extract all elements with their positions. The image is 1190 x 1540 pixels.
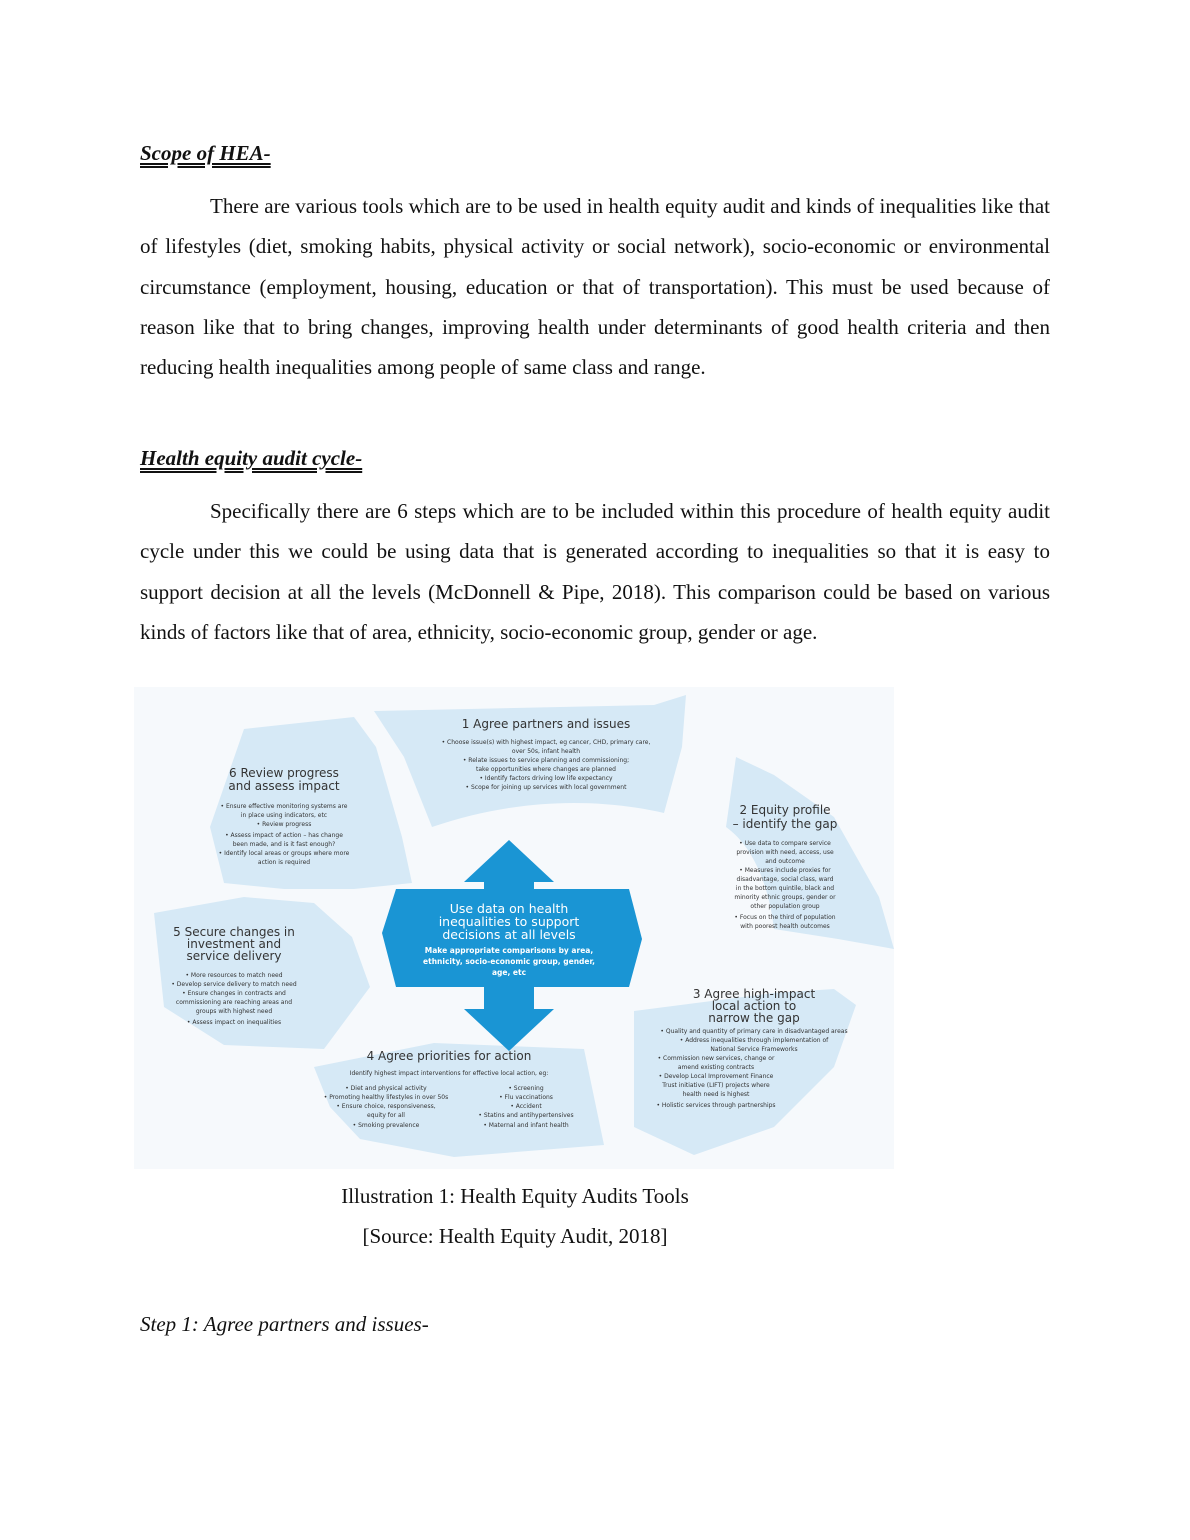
step-6-line: • Identify local areas or groups where more (218, 850, 350, 857)
step-5-line: • More resources to match need (185, 972, 283, 979)
center-sub-line: age, etc (491, 968, 527, 977)
figure-caption: Illustration 1: Health Equity Audits Tools (341, 1184, 689, 1208)
figure-source: [Source: Health Equity Audit, 2018] (362, 1224, 668, 1248)
step-6-title-line: and assess impact (228, 779, 340, 793)
step-5-line: commissioning are reaching areas and (175, 999, 293, 1006)
step-2-line: minority ethnic groups, gender or (734, 894, 836, 901)
step-1-heading: Step 1: Agree partners and issues- (140, 1312, 429, 1336)
step-4-right-line: • Flu vaccinations (499, 1094, 553, 1101)
step-2-line: • Focus on the third of population (734, 914, 836, 921)
center-title (439, 901, 580, 942)
step-6-line: • Review progress (256, 821, 312, 828)
center-sub-line: ethnicity, socio-economic group, gender, (423, 957, 595, 966)
step-3-line: health need is highest (682, 1091, 750, 1098)
cycle-paragraph: Specifically there are 6 steps which are to be included within this procedure of health equity audit cycle under this we could be using data that is generated according to inequalities so that it is easy to support decision at all the levels (McDonnell & Pipe, 2018). This comparison could be based on various kinds of factors like that of area, ethnicity, socio-economic group, gender or age. (140, 499, 1050, 644)
step-1-line: • Relate issues to service planning and commissioning; (462, 757, 630, 764)
step-2-line: • Use data to compare service (739, 840, 831, 847)
step-5-title-line: 5 Secure changes in (173, 925, 295, 939)
step-2-line: with poorest health outcomes (740, 923, 830, 930)
step-5-line: • Assess impact on inequalities (186, 1019, 282, 1026)
scope-heading: Scope of HEA- (140, 141, 271, 165)
step-1-line: over 50s, infant health (511, 748, 581, 755)
step-4-title: 4 Agree priorities for action (366, 1049, 532, 1063)
step-1-line: take opportunities where changes are planned (475, 766, 617, 773)
step-5-title-line: investment and (186, 937, 282, 951)
step-3-line: • Develop Local Improvement Finance (658, 1073, 774, 1080)
step-4-right-line: • Maternal and infant health (483, 1122, 569, 1129)
step-3-line: National Service Frameworks (710, 1046, 798, 1053)
center-title-line: inequalities to support (438, 914, 580, 929)
step-4-left-line: • Ensure choice, responsiveness, (336, 1103, 436, 1110)
step-6-line: in place using indicators, etc (240, 812, 328, 819)
step-6-title-line: 6 Review progress (229, 766, 339, 780)
step-4-left-line: • Diet and physical activity (345, 1085, 427, 1092)
step-4-right-line: • Screening (508, 1085, 544, 1092)
step-3-line: • Quality and quantity of primary care in disadvantaged areas (660, 1028, 848, 1035)
health-equity-audit-cycle-figure (134, 687, 894, 1169)
step-1-title: 1 Agree partners and issues (461, 717, 631, 731)
step-2-line: provision with need, access, use (736, 849, 834, 856)
step-4-left-line: • Smoking prevalence (352, 1122, 420, 1129)
cycle-heading: Health equity audit cycle- (140, 446, 363, 470)
step-5-line: groups with highest need (195, 1008, 273, 1015)
scope-paragraph: There are various tools which are to be used in health equity audit and kinds of inequalities like that of lifestyles (diet, smoking habits, physical activity or social network), socio-economic or environmental circumstance (employment, housing, education or that of transportation). This must be used because of reason like that to bring changes, improving health under determinants of good health criteria and then reducing health inequalities among people of same class and range. (140, 194, 1050, 380)
step-2-line: • Measures include proxies for (739, 867, 831, 874)
step-1-line: • Scope for joining up services with local government (465, 784, 627, 791)
center-title-line: decisions at all levels (442, 927, 576, 942)
step-5-title-line: service delivery (186, 949, 282, 963)
step-3-title-line: 3 Agree high-impact (692, 987, 816, 1001)
step-3-line: • Holistic services through partnerships (656, 1102, 776, 1109)
center-sub-line: Make appropriate comparisons by area, (424, 946, 594, 955)
step-2-title-line: – identify the gap (732, 817, 838, 831)
step-4-right-line: • Accident (510, 1103, 542, 1110)
step-3-line: • Address inequalities through implementation of (679, 1037, 829, 1044)
step-4-left-line: equity for all (367, 1112, 405, 1119)
step-3-line: amend existing contracts (677, 1064, 755, 1071)
step-3-line: • Commission new services, change or (657, 1055, 775, 1062)
step-6-line: • Assess impact of action – has change (225, 832, 343, 839)
step-1-line: • Identify factors driving low life expectancy (479, 775, 613, 782)
step-2-line: in the bottom quintile, black and (735, 885, 835, 892)
step-2-line: and outcome (765, 858, 805, 865)
step-3-title-line: local action to (711, 999, 797, 1013)
step-3-title-line: narrow the gap (708, 1011, 800, 1025)
step-6-line: • Ensure effective monitoring systems are (220, 803, 348, 810)
step-3-line: Trust initiative (LIFT) projects where (662, 1082, 770, 1089)
step-2-line: disadvantage, social class, ward (736, 876, 834, 883)
step-1-line: • Choose issue(s) with highest impact, eg cancer, CHD, primary care, (441, 739, 651, 746)
step-6-line: action is required (257, 859, 311, 866)
step-4-intro: Identify highest impact interventions for effective local action, eg: (349, 1070, 549, 1077)
step-2-title-line: 2 Equity profile (739, 803, 831, 817)
center-title-line: Use data on health (449, 901, 569, 916)
step-6-line: been made, and is it fast enough? (232, 841, 336, 848)
step-5-line: • Ensure changes in contracts and (182, 990, 286, 997)
step-2-line: other population group (750, 903, 820, 910)
step-5-line: • Develop service delivery to match need (171, 981, 297, 988)
step-4-left-line: • Promoting healthy lifestyles in over 50s (323, 1094, 449, 1101)
step-4-right-line: • Statins and antihypertensives (478, 1112, 574, 1119)
